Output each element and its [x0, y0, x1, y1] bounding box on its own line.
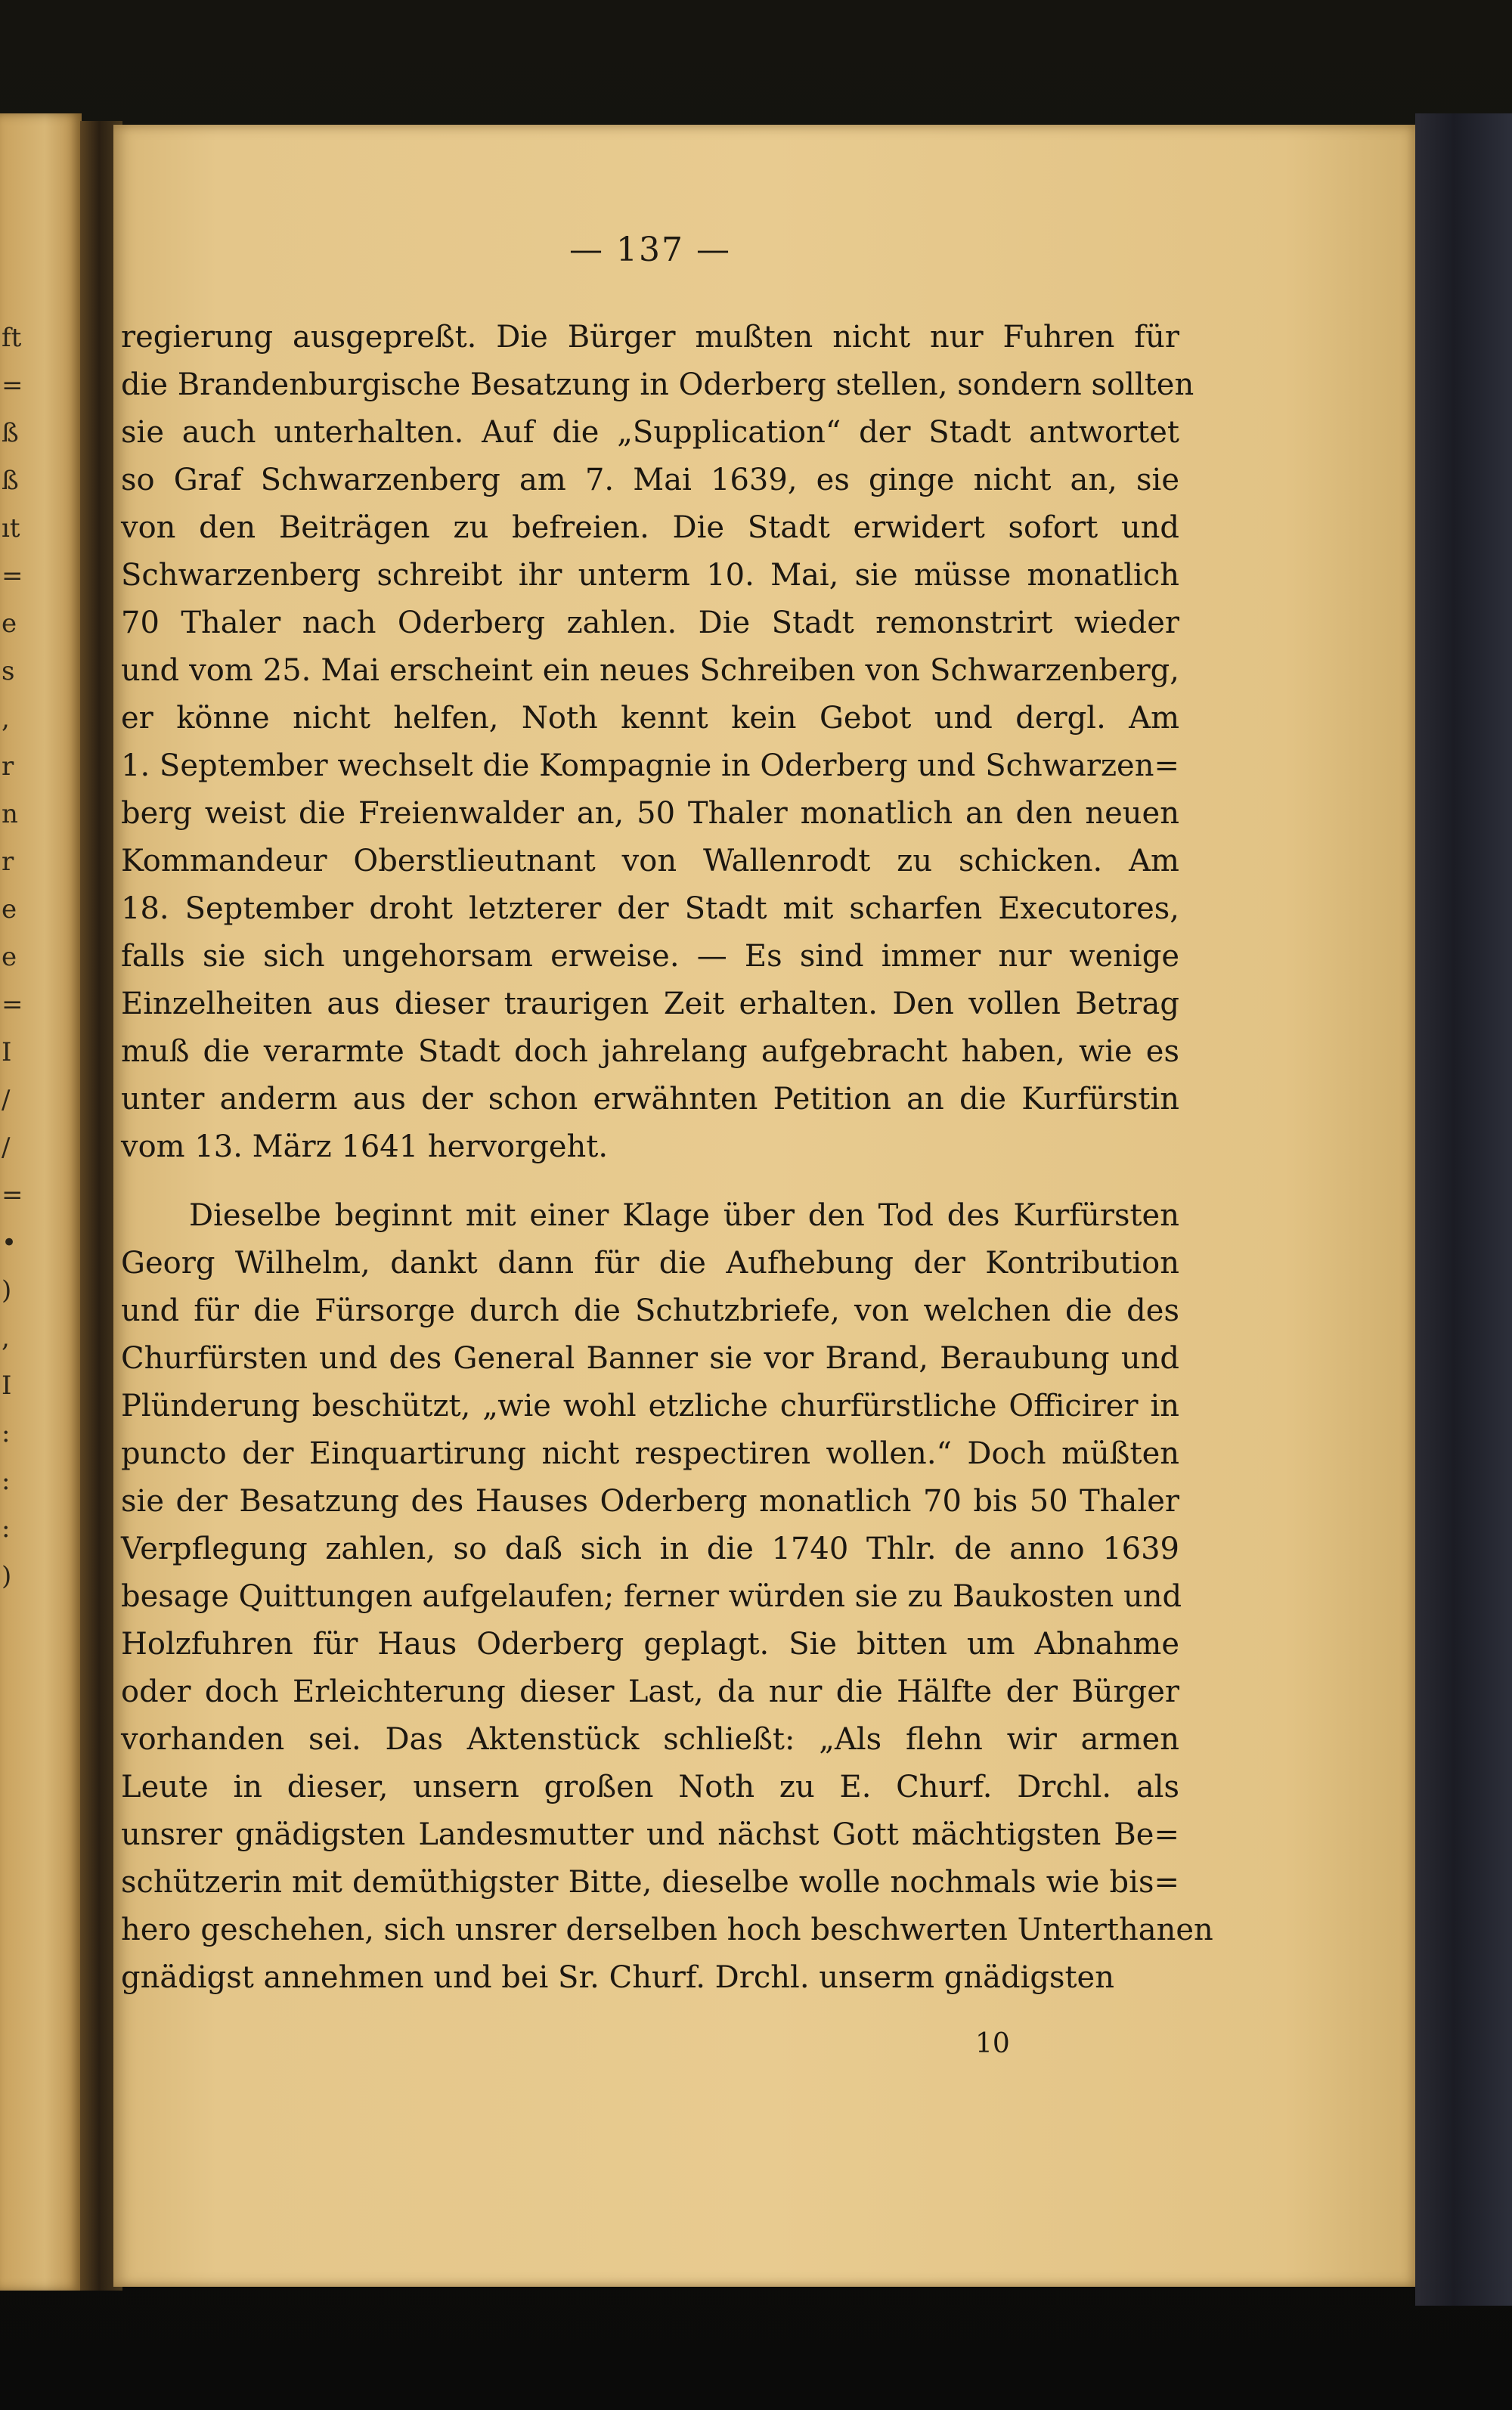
left-page-fragment: I — [2, 1037, 12, 1067]
left-page-fragment: ft — [2, 323, 22, 353]
left-page-fragment: • — [2, 1228, 17, 1258]
text-line: die Brandenburgische Besatzung in Oderberg stellen, sondern sollten — [121, 367, 1194, 402]
left-page-fragment: e — [2, 609, 17, 639]
paragraph-1 — [121, 314, 1194, 1171]
left-page-fragment: : — [2, 1466, 11, 1496]
text-line: regierung ausgepreßt. Die Bürger mußten nicht nur Fuhren für — [121, 320, 1179, 355]
text-line: Georg Wilhelm, dankt dann für die Aufhebung der Kontribution — [121, 1246, 1179, 1281]
text-line: Leute in dieser, unsern großen Noth zu E. Churf. Drchl. als — [121, 1770, 1179, 1804]
left-page-fragment: / — [2, 1132, 11, 1163]
text-line: unsrer gnädigsten Landesmutter und nächst Gott mächtigsten Be= — [121, 1817, 1179, 1852]
text-line: oder doch Erleichterung dieser Last, da nur die Hälfte der Bürger — [121, 1674, 1179, 1709]
text-line: besage Quittungen aufgelaufen; ferner würden sie zu Baukosten und — [121, 1579, 1182, 1614]
left-page-fragment: e — [2, 942, 17, 972]
text-line: puncto der Einquartirung nicht respectiren wollen.“ Doch müßten — [121, 1436, 1179, 1471]
left-page-fragment: / — [2, 1085, 11, 1115]
left-page-fragment: = — [2, 1180, 23, 1210]
text-line: falls sie sich ungehorsam erweise. — Es sind immer nur wenige — [121, 939, 1179, 974]
text-line: so Graf Schwarzenberg am 7. Mai 1639, es ginge nicht an, sie — [121, 463, 1179, 497]
text-line: vom 13. März 1641 hervorgeht. — [121, 1129, 609, 1164]
left-page-fragment: : — [2, 1513, 11, 1544]
left-page-fragment: ) — [2, 1275, 12, 1306]
text-line: er könne nicht helfen, Noth kennt kein Gebot und dergl. Am — [121, 701, 1179, 736]
left-page-fragment: = — [2, 990, 23, 1020]
text-line: berg weist die Freienwalder an, 50 Thaler monatlich an den neuen — [121, 796, 1179, 831]
text-line: vorhanden sei. Das Aktenstück schließt: „Als flehn wir armen — [121, 1722, 1179, 1757]
text-line: hero geschehen, sich unsrer derselben hoch beschwerten Unterthanen — [121, 1913, 1213, 1947]
text-line: sie auch unterhalten. Auf die „Supplication“ der Stadt antwortet — [121, 415, 1179, 450]
page-number: — 137 — — [569, 231, 731, 269]
text-line: Verpflegung zahlen, so daß sich in die 1740 Thlr. de anno 1639 — [121, 1532, 1179, 1566]
text-line: Schwarzenberg schreibt ihr unterm 10. Mai, sie müsse monatlich — [121, 558, 1179, 593]
left-page-fragment: r — [2, 751, 14, 782]
left-page-fragment: ß — [2, 466, 19, 496]
text-line: Kommandeur Oberstlieutnant von Wallenrodt zu schicken. Am — [121, 844, 1179, 878]
left-page-fragment: r — [2, 847, 14, 877]
left-page-fragment: I — [2, 1371, 12, 1401]
body-text — [121, 314, 1213, 2002]
left-page-fragment: , — [2, 1323, 10, 1353]
left-page-fragment: e — [2, 894, 17, 925]
text-line: von den Beiträgen zu befreien. Die Stadt erwidert sofort und — [121, 510, 1179, 545]
left-page-fragment: s — [2, 656, 15, 686]
text-line: schützerin mit demüthigster Bitte, dieselbe wolle nochmals wie bis= — [121, 1865, 1179, 1900]
left-page-fragment: ıt — [2, 513, 20, 544]
text-line: und für die Fürsorge durch die Schutzbriefe, von welchen die des — [121, 1293, 1179, 1328]
text-line: 1. September wechselt die Kompagnie in Oderberg und Schwarzen= — [121, 748, 1179, 783]
left-page-fragment: ) — [2, 1561, 12, 1591]
text-line: Einzelheiten aus dieser traurigen Zeit erhalten. Den vollen Betrag — [121, 987, 1179, 1021]
text-line: 18. September droht letzterer der Stadt mit scharfen Executores, — [121, 891, 1179, 926]
text-line: gnädigst annehmen und bei Sr. Churf. Drchl. unserm gnädigsten — [121, 1960, 1114, 1995]
text-line: muß die verarmte Stadt doch jahrelang aufgebracht haben, wie es — [121, 1034, 1179, 1069]
left-page-fragment: n — [2, 799, 18, 829]
left-page-fragment: , — [2, 704, 10, 734]
paragraph-2 — [121, 1192, 1213, 2002]
text-line: Dieselbe beginnt mit einer Klage über den Tod des Kurfürsten — [189, 1198, 1179, 1233]
left-page-fragment: = — [2, 370, 23, 401]
left-page-fragment: = — [2, 561, 23, 591]
text-line: unter anderm aus der schon erwähnten Petition an die Kurfürstin — [121, 1082, 1179, 1117]
text-line: Churfürsten und des General Banner sie vor Brand, Beraubung und — [121, 1341, 1179, 1376]
left-page-fragment: ß — [2, 418, 19, 448]
text-line: sie der Besatzung des Hauses Oderberg monatlich 70 bis 50 Thaler — [121, 1484, 1179, 1519]
left-page-edge — [0, 113, 82, 2291]
left-page-fragment: : — [2, 1418, 11, 1448]
text-line: und vom 25. Mai erscheint ein neues Schreiben von Schwarzenberg, — [121, 653, 1179, 688]
text-line: Holzfuhren für Haus Oderberg geplagt. Sie bitten um Abnahme — [121, 1627, 1179, 1662]
book-cover-edge — [1415, 113, 1512, 2306]
text-line: Plünderung beschützt, „wie wohl etzliche churfürstliche Officirer in — [121, 1389, 1179, 1423]
signature-mark: 10 — [975, 2028, 1010, 2059]
text-line: 70 Thaler nach Oderberg zahlen. Die Stadt remonstrirt wieder — [121, 606, 1179, 640]
